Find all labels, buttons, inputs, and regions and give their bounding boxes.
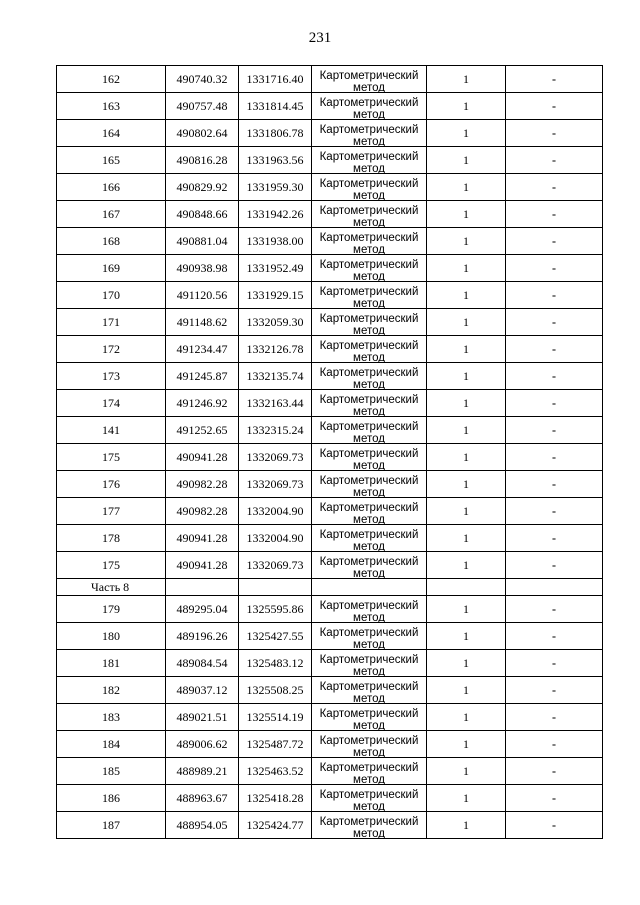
method-cell bbox=[312, 444, 427, 471]
table-body-before bbox=[57, 66, 603, 579]
y-coordinate-cell: 1332069.73 bbox=[239, 444, 312, 471]
point-number-cell: 175 bbox=[57, 552, 166, 579]
method-cell bbox=[312, 147, 427, 174]
accuracy-cell: 1 bbox=[427, 147, 506, 174]
accuracy-cell: 1 bbox=[427, 650, 506, 677]
accuracy-cell: 1 bbox=[427, 552, 506, 579]
note-cell: - bbox=[506, 552, 603, 579]
table-row bbox=[57, 471, 603, 498]
x-coordinate-cell: 490941.28 bbox=[166, 525, 239, 552]
note-cell: - bbox=[506, 309, 603, 336]
method-cell bbox=[312, 66, 427, 93]
point-number-cell: 168 bbox=[57, 228, 166, 255]
y-coordinate-cell: 1331806.78 bbox=[239, 120, 312, 147]
method-text: Картометрический метод bbox=[319, 653, 419, 676]
method-text: Картометрический метод bbox=[319, 680, 419, 703]
point-number-cell: 181 bbox=[57, 650, 166, 677]
table-row bbox=[57, 552, 603, 579]
y-coordinate-cell: 1331938.00 bbox=[239, 228, 312, 255]
method-cell bbox=[312, 255, 427, 282]
method-text: Картометрический метод bbox=[319, 420, 419, 443]
point-number-cell: 183 bbox=[57, 704, 166, 731]
table-row bbox=[57, 677, 603, 704]
y-coordinate-cell: 1332135.74 bbox=[239, 363, 312, 390]
x-coordinate-cell: 491148.62 bbox=[166, 309, 239, 336]
x-coordinate-cell: 490941.28 bbox=[166, 552, 239, 579]
point-number-cell: 171 bbox=[57, 309, 166, 336]
note-cell: - bbox=[506, 471, 603, 498]
part-heading-body bbox=[57, 579, 603, 596]
method-cell bbox=[312, 623, 427, 650]
y-coordinate-cell: 1331929.15 bbox=[239, 282, 312, 309]
x-coordinate-cell: 490848.66 bbox=[166, 201, 239, 228]
table-row bbox=[57, 390, 603, 417]
x-coordinate-cell: 489196.26 bbox=[166, 623, 239, 650]
accuracy-cell: 1 bbox=[427, 498, 506, 525]
x-coordinate-cell: 491120.56 bbox=[166, 282, 239, 309]
point-number-cell: 180 bbox=[57, 623, 166, 650]
y-coordinate-cell: 1331963.56 bbox=[239, 147, 312, 174]
method-cell bbox=[312, 704, 427, 731]
table-row bbox=[57, 731, 603, 758]
x-coordinate-cell: 490757.48 bbox=[166, 93, 239, 120]
accuracy-cell: 1 bbox=[427, 174, 506, 201]
empty-cell bbox=[427, 579, 506, 596]
y-coordinate-cell: 1332069.73 bbox=[239, 552, 312, 579]
method-cell bbox=[312, 525, 427, 552]
method-cell bbox=[312, 336, 427, 363]
point-number-cell: 165 bbox=[57, 147, 166, 174]
y-coordinate-cell: 1325463.52 bbox=[239, 758, 312, 785]
table-row bbox=[57, 174, 603, 201]
point-number-cell: 185 bbox=[57, 758, 166, 785]
part-heading-row bbox=[57, 579, 603, 596]
point-number-cell: 166 bbox=[57, 174, 166, 201]
x-coordinate-cell: 491234.47 bbox=[166, 336, 239, 363]
method-cell bbox=[312, 390, 427, 417]
point-number-cell: 176 bbox=[57, 471, 166, 498]
y-coordinate-cell: 1325483.12 bbox=[239, 650, 312, 677]
method-text: Картометрический метод bbox=[319, 177, 419, 200]
x-coordinate-cell: 490802.64 bbox=[166, 120, 239, 147]
method-cell bbox=[312, 596, 427, 623]
accuracy-cell: 1 bbox=[427, 596, 506, 623]
table-row bbox=[57, 525, 603, 552]
method-text: Картометрический метод bbox=[319, 501, 419, 524]
x-coordinate-cell: 488963.67 bbox=[166, 785, 239, 812]
note-cell: - bbox=[506, 677, 603, 704]
table-row bbox=[57, 623, 603, 650]
table-row bbox=[57, 363, 603, 390]
x-coordinate-cell: 489006.62 bbox=[166, 731, 239, 758]
table-row bbox=[57, 282, 603, 309]
x-coordinate-cell: 490982.28 bbox=[166, 471, 239, 498]
point-number-cell: 167 bbox=[57, 201, 166, 228]
point-number-cell: 174 bbox=[57, 390, 166, 417]
accuracy-cell: 1 bbox=[427, 201, 506, 228]
accuracy-cell: 1 bbox=[427, 731, 506, 758]
x-coordinate-cell: 490938.98 bbox=[166, 255, 239, 282]
accuracy-cell: 1 bbox=[427, 309, 506, 336]
page-number: 231 bbox=[308, 30, 332, 46]
method-cell bbox=[312, 758, 427, 785]
note-cell: - bbox=[506, 282, 603, 309]
method-text: Картометрический метод bbox=[319, 788, 419, 811]
y-coordinate-cell: 1332059.30 bbox=[239, 309, 312, 336]
method-text: Картометрический метод bbox=[319, 312, 419, 335]
note-cell: - bbox=[506, 812, 603, 839]
table-row bbox=[57, 120, 603, 147]
method-cell bbox=[312, 677, 427, 704]
table-row bbox=[57, 336, 603, 363]
x-coordinate-cell: 490829.92 bbox=[166, 174, 239, 201]
method-cell bbox=[312, 731, 427, 758]
method-cell bbox=[312, 471, 427, 498]
method-cell bbox=[312, 120, 427, 147]
x-coordinate-cell: 488989.21 bbox=[166, 758, 239, 785]
point-number-cell: 170 bbox=[57, 282, 166, 309]
y-coordinate-cell: 1332315.24 bbox=[239, 417, 312, 444]
accuracy-cell: 1 bbox=[427, 336, 506, 363]
y-coordinate-cell: 1325418.28 bbox=[239, 785, 312, 812]
y-coordinate-cell: 1331942.26 bbox=[239, 201, 312, 228]
note-cell: - bbox=[506, 623, 603, 650]
y-coordinate-cell: 1332069.73 bbox=[239, 471, 312, 498]
note-cell: - bbox=[506, 66, 603, 93]
accuracy-cell: 1 bbox=[427, 390, 506, 417]
point-number-cell: 177 bbox=[57, 498, 166, 525]
y-coordinate-cell: 1325487.72 bbox=[239, 731, 312, 758]
note-cell: - bbox=[506, 336, 603, 363]
method-cell bbox=[312, 93, 427, 120]
y-coordinate-cell: 1331814.45 bbox=[239, 93, 312, 120]
accuracy-cell: 1 bbox=[427, 677, 506, 704]
table-row bbox=[57, 498, 603, 525]
note-cell: - bbox=[506, 390, 603, 417]
method-text: Картометрический метод bbox=[319, 599, 419, 622]
y-coordinate-cell: 1332126.78 bbox=[239, 336, 312, 363]
method-text: Картометрический метод bbox=[319, 528, 419, 551]
x-coordinate-cell: 489021.51 bbox=[166, 704, 239, 731]
x-coordinate-cell: 491246.92 bbox=[166, 390, 239, 417]
x-coordinate-cell: 489084.54 bbox=[166, 650, 239, 677]
x-coordinate-cell: 488954.05 bbox=[166, 812, 239, 839]
point-number-cell: 186 bbox=[57, 785, 166, 812]
x-coordinate-cell: 490816.28 bbox=[166, 147, 239, 174]
method-text: Картометрический метод bbox=[319, 123, 419, 146]
point-number-cell: 175 bbox=[57, 444, 166, 471]
method-cell bbox=[312, 309, 427, 336]
method-cell bbox=[312, 201, 427, 228]
table-row bbox=[57, 201, 603, 228]
y-coordinate-cell: 1331716.40 bbox=[239, 66, 312, 93]
note-cell: - bbox=[506, 704, 603, 731]
note-cell: - bbox=[506, 147, 603, 174]
method-text: Картометрический метод bbox=[319, 393, 419, 416]
accuracy-cell: 1 bbox=[427, 417, 506, 444]
accuracy-cell: 1 bbox=[427, 228, 506, 255]
table-row bbox=[57, 650, 603, 677]
table-row bbox=[57, 147, 603, 174]
accuracy-cell: 1 bbox=[427, 120, 506, 147]
part-label: Часть 8 bbox=[57, 579, 166, 596]
note-cell: - bbox=[506, 731, 603, 758]
note-cell: - bbox=[506, 498, 603, 525]
y-coordinate-cell: 1332004.90 bbox=[239, 498, 312, 525]
method-cell bbox=[312, 417, 427, 444]
accuracy-cell: 1 bbox=[427, 704, 506, 731]
method-cell bbox=[312, 785, 427, 812]
note-cell: - bbox=[506, 758, 603, 785]
accuracy-cell: 1 bbox=[427, 282, 506, 309]
note-cell: - bbox=[506, 363, 603, 390]
note-cell: - bbox=[506, 417, 603, 444]
point-number-cell: 173 bbox=[57, 363, 166, 390]
note-cell: - bbox=[506, 255, 603, 282]
method-text: Картометрический метод bbox=[319, 204, 419, 227]
method-text: Картометрический метод bbox=[319, 69, 419, 92]
table-row bbox=[57, 812, 603, 839]
note-cell: - bbox=[506, 444, 603, 471]
method-text: Картометрический метод bbox=[319, 555, 419, 578]
point-number-cell: 164 bbox=[57, 120, 166, 147]
point-number-cell: 141 bbox=[57, 417, 166, 444]
accuracy-cell: 1 bbox=[427, 785, 506, 812]
method-cell bbox=[312, 282, 427, 309]
method-text: Картометрический метод bbox=[319, 761, 419, 784]
note-cell: - bbox=[506, 93, 603, 120]
method-text: Картометрический метод bbox=[319, 626, 419, 649]
x-coordinate-cell: 490881.04 bbox=[166, 228, 239, 255]
table-row bbox=[57, 93, 603, 120]
table-body-after bbox=[57, 596, 603, 839]
x-coordinate-cell: 491245.87 bbox=[166, 363, 239, 390]
method-text: Картометрический метод bbox=[319, 150, 419, 173]
y-coordinate-cell: 1325424.77 bbox=[239, 812, 312, 839]
point-number-cell: 182 bbox=[57, 677, 166, 704]
method-text: Картометрический метод bbox=[319, 815, 419, 838]
method-cell bbox=[312, 498, 427, 525]
y-coordinate-cell: 1325427.55 bbox=[239, 623, 312, 650]
y-coordinate-cell: 1325595.86 bbox=[239, 596, 312, 623]
note-cell: - bbox=[506, 525, 603, 552]
table-row bbox=[57, 444, 603, 471]
note-cell: - bbox=[506, 650, 603, 677]
method-cell bbox=[312, 650, 427, 677]
method-cell bbox=[312, 552, 427, 579]
note-cell: - bbox=[506, 596, 603, 623]
y-coordinate-cell: 1325508.25 bbox=[239, 677, 312, 704]
x-coordinate-cell: 490941.28 bbox=[166, 444, 239, 471]
x-coordinate-cell: 490740.32 bbox=[166, 66, 239, 93]
method-text: Картометрический метод bbox=[319, 285, 419, 308]
table-row bbox=[57, 417, 603, 444]
point-number-cell: 187 bbox=[57, 812, 166, 839]
accuracy-cell: 1 bbox=[427, 363, 506, 390]
accuracy-cell: 1 bbox=[427, 444, 506, 471]
method-text: Картометрический метод bbox=[319, 447, 419, 470]
accuracy-cell: 1 bbox=[427, 93, 506, 120]
accuracy-cell: 1 bbox=[427, 66, 506, 93]
method-text: Картометрический метод bbox=[319, 366, 419, 389]
point-number-cell: 179 bbox=[57, 596, 166, 623]
table-row bbox=[57, 255, 603, 282]
method-text: Картометрический метод bbox=[319, 707, 419, 730]
y-coordinate-cell: 1331959.30 bbox=[239, 174, 312, 201]
x-coordinate-cell: 491252.65 bbox=[166, 417, 239, 444]
empty-cell bbox=[506, 579, 603, 596]
point-number-cell: 169 bbox=[57, 255, 166, 282]
accuracy-cell: 1 bbox=[427, 255, 506, 282]
accuracy-cell: 1 bbox=[427, 471, 506, 498]
coordinates-table bbox=[56, 65, 603, 839]
empty-cell bbox=[312, 579, 427, 596]
x-coordinate-cell: 490982.28 bbox=[166, 498, 239, 525]
table-row bbox=[57, 704, 603, 731]
method-cell bbox=[312, 363, 427, 390]
table-row bbox=[57, 758, 603, 785]
note-cell: - bbox=[506, 228, 603, 255]
method-cell bbox=[312, 228, 427, 255]
table-row bbox=[57, 66, 603, 93]
note-cell: - bbox=[506, 174, 603, 201]
method-cell bbox=[312, 174, 427, 201]
y-coordinate-cell: 1325514.19 bbox=[239, 704, 312, 731]
table-row bbox=[57, 228, 603, 255]
y-coordinate-cell: 1332163.44 bbox=[239, 390, 312, 417]
y-coordinate-cell: 1332004.90 bbox=[239, 525, 312, 552]
accuracy-cell: 1 bbox=[427, 623, 506, 650]
note-cell: - bbox=[506, 201, 603, 228]
note-cell: - bbox=[506, 120, 603, 147]
method-text: Картометрический метод bbox=[319, 339, 419, 362]
point-number-cell: 172 bbox=[57, 336, 166, 363]
x-coordinate-cell: 489037.12 bbox=[166, 677, 239, 704]
point-number-cell: 162 bbox=[57, 66, 166, 93]
point-number-cell: 178 bbox=[57, 525, 166, 552]
table-row bbox=[57, 596, 603, 623]
y-coordinate-cell: 1331952.49 bbox=[239, 255, 312, 282]
method-cell bbox=[312, 812, 427, 839]
x-coordinate-cell: 489295.04 bbox=[166, 596, 239, 623]
empty-cell bbox=[166, 579, 239, 596]
accuracy-cell: 1 bbox=[427, 758, 506, 785]
accuracy-cell: 1 bbox=[427, 812, 506, 839]
method-text: Картометрический метод bbox=[319, 474, 419, 497]
point-number-cell: 163 bbox=[57, 93, 166, 120]
empty-cell bbox=[239, 579, 312, 596]
point-number-cell: 184 bbox=[57, 731, 166, 758]
accuracy-cell: 1 bbox=[427, 525, 506, 552]
method-text: Картометрический метод bbox=[319, 258, 419, 281]
table-row bbox=[57, 785, 603, 812]
note-cell: - bbox=[506, 785, 603, 812]
method-text: Картометрический метод bbox=[319, 734, 419, 757]
method-text: Картометрический метод bbox=[319, 231, 419, 254]
method-text: Картометрический метод bbox=[319, 96, 419, 119]
table-row bbox=[57, 309, 603, 336]
